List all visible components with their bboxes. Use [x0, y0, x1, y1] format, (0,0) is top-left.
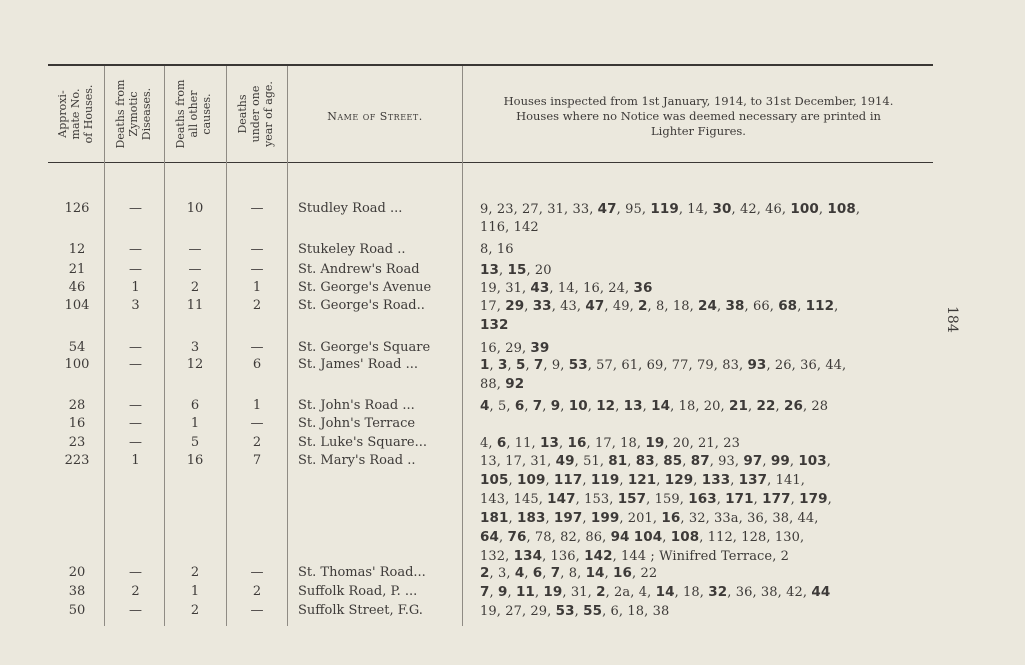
house-number-bold: 2 [480, 565, 490, 581]
house-number-text: , [615, 399, 624, 414]
house-number-text: , [507, 358, 516, 373]
house-number-text: , 51, [574, 454, 609, 469]
house-number-bold: 171 [725, 491, 754, 507]
house-number-text: , 22 [632, 566, 658, 581]
house-number-bold: 109 [516, 472, 546, 488]
house-number-bold: 92 [505, 376, 525, 392]
other-causes-cell: 1 [190, 416, 200, 431]
house-number-bold: 19 [645, 435, 665, 451]
house-number-text: , 2a, 4, [605, 585, 656, 600]
houses-cell: 20 [68, 565, 86, 580]
house-number-text: , [507, 585, 516, 600]
house-number-text: 19, 27, 29, [480, 604, 556, 619]
under-one-cell: 2 [252, 435, 262, 450]
zymotic-cell: 1 [131, 280, 140, 295]
house-number-bold: 64 [480, 529, 499, 545]
house-number-text: , [642, 399, 652, 414]
house-number-text: , 43, [551, 299, 586, 314]
other-causes-cell: 6 [190, 398, 200, 413]
other-causes-cell: 2 [190, 603, 200, 618]
under-one-cell: — [250, 340, 264, 355]
under-one-cell: — [250, 242, 264, 257]
house-number-bold: 93 [747, 357, 767, 373]
house-number-text: , [693, 473, 702, 488]
house-number-text: , 49, [604, 299, 639, 314]
under-one-cell: — [250, 262, 264, 277]
house-number-text: , [818, 202, 828, 217]
house-number-bold: 119 [590, 472, 620, 488]
houses-cell: 28 [68, 398, 86, 413]
header-under-one-text: Deaths under one year of age. [236, 81, 275, 147]
house-number-bold: 13 [540, 435, 560, 451]
house-number-bold: 4 [480, 398, 490, 414]
house-number-bold: 2 [596, 584, 606, 600]
top-rule [48, 64, 933, 66]
house-number-bold: 94 [610, 529, 630, 545]
zymotic-cell: — [129, 398, 142, 413]
under-one-cell: 2 [252, 298, 262, 313]
house-number-bold: 22 [756, 398, 776, 414]
house-number-bold: 30 [712, 201, 732, 217]
zymotic-cell: — [129, 242, 142, 257]
house-number-text: , 14, [678, 202, 713, 217]
house-number-bold: 7 [480, 584, 490, 600]
street-name-cell: Studley Road ... [298, 201, 403, 216]
houses-cell: 100 [64, 357, 90, 372]
house-number-bold: 47 [585, 298, 605, 314]
house-number-bold: 21 [729, 398, 749, 414]
house-number-bold: 53 [555, 603, 575, 619]
house-number-bold: 157 [617, 491, 647, 507]
other-causes-cell: 12 [186, 357, 204, 372]
houses-cell: 23 [68, 435, 86, 450]
house-number-bold: 6 [532, 565, 543, 581]
street-name-cell: St. Andrew's Road [298, 262, 420, 277]
house-number-text: , [524, 566, 533, 581]
house-number-bold: 16 [613, 565, 633, 581]
house-number-text: , [587, 399, 597, 414]
house-number-bold: 14 [655, 584, 675, 600]
header-street: Name of Street. [327, 110, 423, 123]
house-number-text: , [499, 263, 508, 278]
column-divider [226, 66, 227, 626]
house-number-text: , [827, 492, 832, 507]
house-number-text: , 17, 18, [586, 436, 646, 451]
house-number-text: , [619, 473, 628, 488]
house-number-bold: 15 [507, 262, 527, 278]
column-divider [164, 66, 165, 626]
house-number-bold: 36 [633, 280, 653, 296]
other-causes-cell: — [188, 242, 202, 257]
house-number-bold: 137 [738, 472, 768, 488]
house-number-text: , [489, 358, 498, 373]
house-number-text: , [730, 473, 739, 488]
other-causes-cell: 5 [190, 435, 200, 450]
house-number-text: , [753, 492, 763, 507]
house-number-bold: 117 [553, 472, 583, 488]
house-number-bold: 55 [583, 603, 603, 619]
house-number-text: , [524, 299, 533, 314]
house-number-text: , [654, 454, 664, 469]
house-number-bold: 142 [584, 548, 613, 564]
house-number-bold: 108 [670, 529, 700, 545]
other-causes-cell: 3 [190, 340, 200, 355]
house-number-text: , 201, [619, 511, 662, 526]
house-number-bold: 47 [597, 201, 617, 217]
house-number-bold: 7 [550, 565, 561, 581]
column-divider [287, 66, 288, 626]
house-number-bold: 129 [664, 472, 694, 488]
house-number-text: , 66, [744, 299, 779, 314]
house-number-text: , 20, 21, 23 [664, 436, 740, 451]
house-number-text: , [542, 399, 551, 414]
house-number-bold: 104 [633, 529, 663, 545]
house-number-text: , [545, 511, 554, 526]
house-number-text: , 112, 128, 130, [699, 530, 805, 545]
house-number-text: , 153, [575, 492, 618, 507]
house-number-bold: 3 [497, 357, 508, 373]
house-number-text: , 36, 38, 42, [727, 585, 812, 600]
house-number-bold: 83 [635, 453, 655, 469]
house-number-text: , [499, 530, 508, 545]
house-number-text: 88, [480, 377, 506, 392]
street-name-cell: Stukeley Road .. [298, 242, 406, 257]
house-number-text: , [627, 454, 636, 469]
houses-inspected-cell [480, 602, 945, 621]
column-divider [462, 66, 463, 626]
house-number-bold: 147 [547, 491, 576, 507]
house-number-bold: 4 [514, 565, 525, 581]
house-number-text: , 78, 82, 86, [526, 530, 611, 545]
house-number-text: , [525, 358, 534, 373]
house-number-bold: 38 [725, 298, 745, 314]
street-name-cell: St. James' Road ... [298, 357, 418, 372]
header-rule [48, 162, 933, 163]
house-number-bold: 119 [650, 201, 679, 217]
houses-cell: 54 [68, 340, 86, 355]
house-number-text: , [855, 202, 861, 217]
house-number-text: , 3, [489, 566, 515, 581]
house-number-text: , 8, 18, [647, 299, 699, 314]
house-number-text: , [534, 585, 544, 600]
house-number-text: , 28 [802, 399, 829, 414]
street-name-cell: St. George's Road.. [298, 298, 425, 313]
house-number-text: , [560, 399, 569, 414]
house-number-bold: 16 [661, 510, 681, 526]
house-number-text: , 95, [616, 202, 651, 217]
column-divider [104, 66, 105, 626]
house-number-text: 143, 145, [480, 492, 548, 507]
houses-inspected-cell [480, 261, 945, 280]
header-other-causes-text: Deaths from all other causes. [174, 79, 213, 149]
house-number-text: 116, 142 [480, 220, 539, 235]
house-number-text: , [716, 492, 726, 507]
street-name-cell: St. Luke's Square... [298, 435, 428, 450]
street-name-cell: St. Thomas' Road... [298, 565, 426, 580]
house-number-bold: 134 [513, 548, 543, 564]
house-number-text: , [582, 473, 591, 488]
house-number-bold: 43 [530, 280, 550, 296]
house-number-text: , 93, [709, 454, 744, 469]
house-number-text: , [559, 436, 568, 451]
house-number-text: , 11, [506, 436, 541, 451]
house-number-bold: 24 [698, 298, 718, 314]
house-number-bold: 121 [627, 472, 657, 488]
house-number-text: 13, 17, 31, [480, 454, 556, 469]
street-name-cell: Suffolk Road, P. ... [298, 584, 418, 599]
other-causes-cell: — [188, 262, 202, 277]
house-number-bold: 33 [532, 298, 552, 314]
house-number-bold: 16 [567, 435, 587, 451]
house-number-text: 8, 16 [480, 242, 514, 257]
houses-inspected-cell [480, 452, 945, 566]
house-number-text: , 32, 33a, 36, 38, 44, [680, 511, 819, 526]
house-number-bold: 14 [651, 398, 671, 414]
zymotic-cell: 3 [131, 298, 140, 313]
house-number-text: , [574, 604, 584, 619]
house-number-bold: 163 [688, 491, 717, 507]
house-number-text: , [662, 530, 671, 545]
other-causes-cell: 2 [190, 565, 200, 580]
zymotic-cell: — [129, 603, 142, 618]
under-one-cell: 6 [252, 357, 262, 372]
house-number-bold: 99 [770, 453, 790, 469]
street-name-cell: St. Mary's Road .. [298, 453, 416, 468]
house-number-bold: 32 [708, 584, 728, 600]
house-number-text: , 136, [542, 549, 585, 564]
house-number-bold: 103 [798, 453, 827, 469]
header-houses-text: Approxi- mate No. of Houses. [56, 84, 95, 144]
house-number-text: , 9, [543, 358, 569, 373]
house-number-bold: 7 [533, 357, 544, 373]
house-number-text: , [717, 299, 726, 314]
street-name-cell: St. John's Road ... [298, 398, 415, 413]
zymotic-cell: 2 [131, 584, 140, 599]
other-causes-cell: 2 [190, 280, 200, 295]
under-one-cell: 7 [252, 453, 262, 468]
house-number-bold: 85 [663, 453, 683, 469]
zymotic-cell: — [129, 262, 142, 277]
house-number-text: , [524, 399, 533, 414]
house-number-bold: 11 [515, 584, 535, 600]
house-number-bold: 1 [480, 357, 490, 373]
house-number-bold: 13 [623, 398, 643, 414]
house-number-text: , [789, 454, 799, 469]
house-number-bold: 29 [505, 298, 525, 314]
houses-inspected-cell [480, 356, 945, 394]
house-number-text: 132, [480, 549, 514, 564]
house-number-text: , [826, 454, 832, 469]
zymotic-cell: — [129, 340, 142, 355]
house-number-text: , 5, [489, 399, 515, 414]
zymotic-cell: — [129, 357, 142, 372]
house-number-text: , 20 [526, 263, 552, 278]
house-number-bold: 9 [497, 584, 508, 600]
zymotic-cell: — [129, 565, 142, 580]
house-number-bold: 100 [790, 201, 819, 217]
house-number-bold: 13 [480, 262, 499, 278]
houses-cell: 126 [64, 201, 90, 216]
house-number-bold: 68 [778, 298, 798, 314]
house-number-bold: 10 [568, 398, 588, 414]
houses-cell: 104 [64, 298, 90, 313]
house-number-text: , [545, 473, 554, 488]
house-number-bold: 181 [480, 510, 509, 526]
house-number-text: , [508, 511, 517, 526]
zymotic-cell: — [129, 435, 142, 450]
house-number-text: , [682, 454, 691, 469]
other-causes-cell: 10 [186, 201, 204, 216]
header-zymotic-text: Deaths from Zymotic Diseases. [114, 79, 153, 149]
house-number-text: , [790, 492, 800, 507]
house-number-text: 16, 29, [480, 341, 531, 356]
house-number-bold: 179 [799, 491, 828, 507]
house-number-text: , 141, [767, 473, 805, 488]
houses-inspected-cell [480, 583, 945, 602]
header-inspected: Houses inspected from 1st January, 1914, to 31st December, 1914. Houses where no Notice was deemed necessary are printed in Lighter Figures. [503, 94, 894, 138]
houses-cell: 46 [68, 280, 86, 295]
house-number-bold: 6 [514, 398, 525, 414]
house-number-bold: 112 [805, 298, 835, 314]
houses-inspected-cell [480, 200, 945, 237]
house-number-bold: 53 [568, 357, 588, 373]
under-one-cell: 2 [252, 584, 262, 599]
other-causes-cell: 16 [186, 453, 204, 468]
house-number-text: , 6, 18, 38 [602, 604, 670, 619]
house-number-text: , [508, 473, 517, 488]
houses-inspected-cell [480, 297, 945, 335]
house-number-bold: 49 [555, 453, 575, 469]
house-number-bold: 87 [690, 453, 710, 469]
houses-cell: 12 [68, 242, 86, 257]
house-number-bold: 177 [762, 491, 791, 507]
house-number-text: , [582, 511, 591, 526]
house-number-text: , 31, [562, 585, 597, 600]
house-number-bold: 108 [827, 201, 856, 217]
house-number-bold: 12 [596, 398, 616, 414]
houses-cell: 21 [68, 262, 86, 277]
house-number-text: , 8, [560, 566, 586, 581]
house-number-text: , [834, 299, 839, 314]
under-one-cell: — [250, 201, 264, 216]
house-number-text: , [656, 473, 665, 488]
page-number-text: 184 [944, 306, 960, 333]
house-number-bold: 19 [543, 584, 563, 600]
house-number-text: , [489, 585, 498, 600]
house-number-bold: 197 [553, 510, 583, 526]
house-number-bold: 133 [701, 472, 731, 488]
houses-cell: 50 [68, 603, 86, 618]
zymotic-cell: 1 [131, 453, 140, 468]
under-one-cell: 1 [252, 280, 262, 295]
under-one-cell: — [250, 565, 264, 580]
house-number-bold: 183 [516, 510, 546, 526]
house-number-bold: 9 [550, 398, 561, 414]
under-one-cell: 1 [252, 398, 262, 413]
house-number-bold: 5 [515, 357, 526, 373]
house-number-bold: 81 [608, 453, 628, 469]
street-name-cell: Suffolk Street, F.G. [298, 603, 423, 618]
house-number-bold: 14 [585, 565, 605, 581]
houses-inspected-cell [480, 279, 945, 298]
house-number-text: , [542, 566, 551, 581]
house-number-bold: 76 [507, 529, 527, 545]
zymotic-cell: — [129, 416, 142, 431]
under-one-cell: — [250, 603, 264, 618]
house-number-bold: 97 [743, 453, 763, 469]
under-one-cell: — [250, 416, 264, 431]
house-number-text: , 159, [646, 492, 689, 507]
house-number-text: 19, 31, [480, 281, 531, 296]
house-number-text: , 144 ; Winifred Terrace, 2 [612, 549, 790, 564]
houses-inspected-cell [480, 434, 945, 453]
houses-cell: 223 [64, 453, 90, 468]
house-number-text: , [748, 399, 757, 414]
other-causes-cell: 11 [186, 298, 204, 313]
house-number-text: , [775, 399, 784, 414]
zymotic-cell: — [129, 201, 142, 216]
street-name-cell: St. George's Square [298, 340, 431, 355]
house-number-text: , 26, 36, 44, [766, 358, 847, 373]
house-number-bold: 105 [480, 472, 509, 488]
house-number-text: 9, 23, 27, 31, 33, [480, 202, 598, 217]
house-number-text: , [604, 566, 614, 581]
house-number-bold: 199 [590, 510, 620, 526]
house-number-bold: 2 [638, 298, 648, 314]
house-number-bold: 26 [783, 398, 803, 414]
street-name-cell: St. John's Terrace [298, 416, 416, 431]
house-number-bold: 44 [811, 584, 831, 600]
houses-cell: 16 [68, 416, 86, 431]
house-number-text: 17, [480, 299, 506, 314]
house-number-text: , 42, 46, [731, 202, 791, 217]
house-number-text: , [762, 454, 771, 469]
house-number-bold: 39 [530, 340, 550, 356]
house-number-bold: 6 [496, 435, 507, 451]
houses-inspected-cell [480, 397, 945, 416]
house-number-text: , 18, 20, [670, 399, 730, 414]
houses-inspected-cell [480, 241, 945, 259]
house-number-text: , 14, 16, 24, [549, 281, 634, 296]
house-number-bold: 7 [532, 398, 543, 414]
house-number-text: 4, [480, 436, 497, 451]
house-number-text: , [797, 299, 806, 314]
house-number-bold: 132 [480, 317, 509, 333]
house-number-text: , 57, 61, 69, 77, 79, 83, [587, 358, 748, 373]
other-causes-cell: 1 [190, 584, 200, 599]
street-name-cell: St. George's Avenue [298, 280, 432, 295]
houses-cell: 38 [68, 584, 86, 599]
house-number-text: , 18, [674, 585, 709, 600]
houses-inspected-cell [480, 564, 945, 583]
